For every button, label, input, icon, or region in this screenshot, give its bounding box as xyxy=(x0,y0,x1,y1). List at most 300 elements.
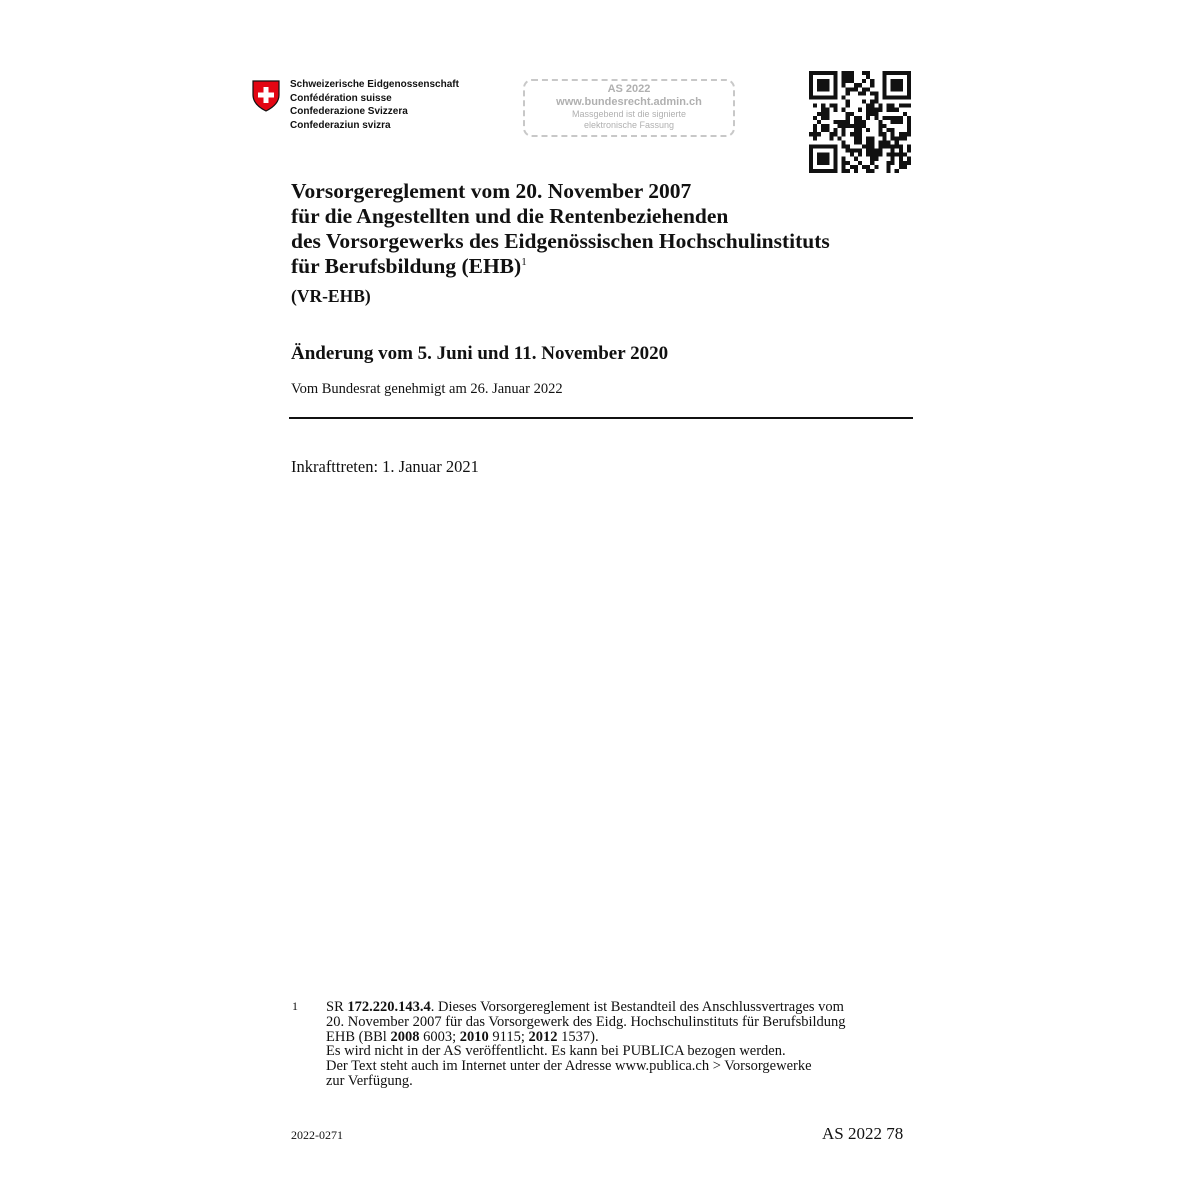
qr-module xyxy=(825,169,829,173)
qr-module xyxy=(829,169,833,173)
qr-module xyxy=(907,104,911,108)
qr-module xyxy=(821,128,825,132)
qr-module xyxy=(891,120,895,124)
qr-module xyxy=(809,87,813,91)
qr-module xyxy=(891,144,895,148)
qr-module xyxy=(866,87,870,91)
document-id: 2022-0271 xyxy=(291,1128,343,1142)
qr-module xyxy=(895,108,899,112)
qr-module xyxy=(821,157,825,161)
qr-module xyxy=(862,165,866,169)
qr-module xyxy=(874,153,878,157)
qr-module xyxy=(891,161,895,165)
qr-module xyxy=(825,95,829,99)
qr-module xyxy=(846,120,850,124)
qr-module xyxy=(825,116,829,120)
qr-module xyxy=(838,120,842,124)
qr-module xyxy=(899,71,903,75)
qr-module xyxy=(862,144,866,148)
qr-module xyxy=(866,136,870,140)
bbl-prefix: EHB (BBl xyxy=(326,1028,391,1045)
qr-module xyxy=(907,87,911,91)
qr-module xyxy=(882,83,886,87)
qr-module xyxy=(878,140,882,144)
qr-module xyxy=(903,112,907,116)
qr-module xyxy=(882,124,886,128)
qr-module xyxy=(899,79,903,83)
qr-module xyxy=(887,128,891,132)
qr-module xyxy=(850,124,854,128)
qr-module xyxy=(846,87,850,91)
qr-module xyxy=(813,128,817,132)
footnote-line-1-text: . Dieses Vorsorgereglement ist Bestandteil des Anschlussvertrages vom xyxy=(430,999,844,1015)
swiss-cross-icon xyxy=(252,80,280,112)
qr-module xyxy=(825,144,829,148)
qr-module xyxy=(821,79,825,83)
qr-module xyxy=(887,153,891,157)
qr-module xyxy=(907,79,911,83)
qr-module xyxy=(891,132,895,136)
qr-module xyxy=(846,100,850,104)
qr-module xyxy=(882,75,886,79)
qr-module xyxy=(850,165,854,169)
qr-module xyxy=(829,132,833,136)
qr-module xyxy=(874,157,878,161)
signature-stamp xyxy=(523,79,735,137)
qr-module xyxy=(817,71,821,75)
qr-module xyxy=(821,108,825,112)
qr-module xyxy=(907,116,911,120)
qr-module xyxy=(842,95,846,99)
footnote-reference[interactable]: 1 xyxy=(521,255,527,268)
confederation-name-fr: Confédération suisse xyxy=(290,92,392,104)
qr-module xyxy=(874,95,878,99)
qr-module xyxy=(809,149,813,153)
qr-module xyxy=(903,104,907,108)
qr-module xyxy=(862,120,866,124)
qr-module xyxy=(899,83,903,87)
qr-module xyxy=(809,165,813,169)
qr-module xyxy=(821,112,825,116)
qr-module xyxy=(813,71,817,75)
qr-module xyxy=(874,91,878,95)
qr-module xyxy=(866,116,870,120)
qr-module xyxy=(882,87,886,91)
qr-module xyxy=(870,100,874,104)
qr-module xyxy=(899,153,903,157)
qr-module xyxy=(891,128,895,132)
qr-module xyxy=(870,157,874,161)
qr-module xyxy=(895,83,899,87)
qr-module xyxy=(809,75,813,79)
qr-module xyxy=(887,95,891,99)
qr-module xyxy=(842,120,846,124)
page-reference: AS 2022 78 xyxy=(822,1124,904,1143)
qr-module xyxy=(907,95,911,99)
qr-module xyxy=(866,165,870,169)
qr-module xyxy=(887,108,891,112)
qr-module xyxy=(833,157,837,161)
qr-module xyxy=(866,169,870,173)
qr-module xyxy=(842,132,846,136)
footnote-text xyxy=(326,1000,926,1089)
qr-module xyxy=(825,124,829,128)
qr-module xyxy=(866,149,870,153)
qr-module xyxy=(854,116,858,120)
qr-module xyxy=(891,83,895,87)
qr-module xyxy=(870,149,874,153)
qr-module xyxy=(821,87,825,91)
qr-module xyxy=(862,124,866,128)
qr-module xyxy=(895,144,899,148)
qr-module xyxy=(809,79,813,83)
qr-module xyxy=(809,132,813,136)
qr-module xyxy=(854,132,858,136)
qr-module xyxy=(858,108,862,112)
qr-module xyxy=(903,95,907,99)
qr-module xyxy=(842,71,846,75)
qr-module xyxy=(846,79,850,83)
qr-module xyxy=(866,71,870,75)
qr-module xyxy=(813,144,817,148)
qr-module xyxy=(895,87,899,91)
qr-module xyxy=(846,144,850,148)
qr-module xyxy=(846,104,850,108)
qr-module xyxy=(887,165,891,169)
qr-module xyxy=(833,132,837,136)
bbl-year-3: 2012 xyxy=(528,1028,558,1045)
qr-module xyxy=(891,71,895,75)
qr-module xyxy=(833,95,837,99)
qr-module xyxy=(866,108,870,112)
qr-module xyxy=(813,132,817,136)
qr-module xyxy=(825,161,829,165)
qr-module xyxy=(833,108,837,112)
qr-module xyxy=(817,87,821,91)
qr-module xyxy=(858,153,862,157)
qr-module xyxy=(821,95,825,99)
qr-module xyxy=(870,144,874,148)
qr-module xyxy=(854,149,858,153)
qr-module xyxy=(903,153,907,157)
qr-code-icon xyxy=(809,71,911,173)
qr-module xyxy=(895,79,899,83)
qr-module xyxy=(899,104,903,108)
qr-module xyxy=(895,153,899,157)
title-line-4-text: für Berufsbildung (EHB) xyxy=(291,254,522,278)
qr-module xyxy=(878,124,882,128)
qr-module xyxy=(903,71,907,75)
qr-module xyxy=(907,132,911,136)
qr-module xyxy=(887,116,891,120)
qr-module xyxy=(825,128,829,132)
qr-module xyxy=(899,95,903,99)
footnote-line-4: Es wird nicht in der AS veröffentlicht. Es kann bei PUBLICA bezogen werden. xyxy=(326,1043,786,1060)
qr-module xyxy=(821,124,825,128)
qr-module xyxy=(850,153,854,157)
qr-module xyxy=(817,83,821,87)
qr-module xyxy=(882,144,886,148)
qr-module xyxy=(891,108,895,112)
qr-module xyxy=(842,128,846,132)
qr-module xyxy=(862,87,866,91)
qr-module xyxy=(817,144,821,148)
confederation-names xyxy=(290,78,459,132)
qr-module xyxy=(891,79,895,83)
qr-module xyxy=(895,140,899,144)
qr-module xyxy=(891,116,895,120)
qr-module xyxy=(858,149,862,153)
qr-module xyxy=(854,157,858,161)
qr-module xyxy=(866,75,870,79)
qr-module xyxy=(858,136,862,140)
qr-module xyxy=(866,112,870,116)
qr-module xyxy=(870,104,874,108)
qr-module xyxy=(887,71,891,75)
document-title xyxy=(291,179,931,279)
qr-module xyxy=(899,149,903,153)
qr-module xyxy=(907,149,911,153)
confederation-name-it: Confederazione Svizzera xyxy=(290,106,408,117)
qr-module xyxy=(882,116,886,120)
title-line-1: Vorsorgereglement vom 20. November 2007 xyxy=(291,179,692,203)
qr-module xyxy=(854,120,858,124)
qr-module xyxy=(809,169,813,173)
qr-module xyxy=(907,124,911,128)
qr-module xyxy=(817,95,821,99)
qr-module xyxy=(870,140,874,144)
qr-module xyxy=(907,120,911,124)
qr-module xyxy=(817,153,821,157)
qr-module xyxy=(878,120,882,124)
qr-module xyxy=(874,116,878,120)
qr-module xyxy=(874,100,878,104)
qr-module xyxy=(850,79,854,83)
qr-module xyxy=(833,149,837,153)
qr-module xyxy=(825,112,829,116)
qr-module xyxy=(899,136,903,140)
qr-module xyxy=(895,95,899,99)
qr-module xyxy=(903,161,907,165)
footnote-line-1 xyxy=(326,1000,926,1015)
qr-module xyxy=(825,108,829,112)
qr-module xyxy=(854,128,858,132)
qr-module xyxy=(878,153,882,157)
qr-module xyxy=(821,144,825,148)
qr-module xyxy=(850,71,854,75)
qr-module xyxy=(899,132,903,136)
qr-module xyxy=(858,161,862,165)
qr-module xyxy=(813,169,817,173)
qr-module xyxy=(821,83,825,87)
qr-module xyxy=(891,136,895,140)
qr-module xyxy=(825,71,829,75)
qr-module xyxy=(907,144,911,148)
qr-module xyxy=(809,83,813,87)
qr-module xyxy=(821,104,825,108)
qr-module xyxy=(813,124,817,128)
qr-module xyxy=(825,79,829,83)
qr-module xyxy=(833,75,837,79)
qr-module xyxy=(891,153,895,157)
qr-module xyxy=(813,136,817,140)
qr-module xyxy=(858,91,862,95)
qr-module xyxy=(887,169,891,173)
qr-module xyxy=(882,136,886,140)
qr-module xyxy=(899,120,903,124)
qr-module xyxy=(870,83,874,87)
qr-module xyxy=(858,140,862,144)
qr-module xyxy=(813,116,817,120)
qr-module xyxy=(862,71,866,75)
qr-module xyxy=(821,153,825,157)
qr-module xyxy=(878,128,882,132)
qr-module xyxy=(833,120,837,124)
qr-module xyxy=(870,108,874,112)
qr-module xyxy=(821,116,825,120)
bbl-page-1: 6003; xyxy=(419,1028,460,1045)
bbl-page-2: 9115; xyxy=(488,1028,529,1045)
qr-module xyxy=(882,71,886,75)
qr-module xyxy=(842,144,846,148)
qr-module xyxy=(882,132,886,136)
qr-module xyxy=(903,136,907,140)
qr-module xyxy=(833,165,837,169)
stamp-note-2: elektronische Fassung xyxy=(583,120,675,130)
qr-module xyxy=(899,157,903,161)
qr-module xyxy=(895,116,899,120)
qr-module xyxy=(870,169,874,173)
qr-module xyxy=(846,161,850,165)
title-line-2: für die Angestellten und die Rentenbeziehenden xyxy=(291,204,729,228)
qr-module xyxy=(899,87,903,91)
qr-module xyxy=(858,128,862,132)
qr-module xyxy=(833,144,837,148)
title-abbreviation: (VR-EHB) xyxy=(291,286,371,306)
qr-module xyxy=(870,153,874,157)
qr-module xyxy=(813,104,817,108)
qr-module xyxy=(862,100,866,104)
qr-module xyxy=(829,104,833,108)
qr-module xyxy=(846,149,850,153)
qr-module xyxy=(825,157,829,161)
qr-module xyxy=(858,116,862,120)
bbl-year-1: 2008 xyxy=(390,1028,420,1045)
qr-module xyxy=(846,91,850,95)
footnote-line-6: zur Verfügung. xyxy=(326,1072,413,1089)
qr-module xyxy=(850,149,854,153)
qr-module xyxy=(829,144,833,148)
qr-module xyxy=(842,124,846,128)
qr-module xyxy=(862,91,866,95)
qr-module xyxy=(854,87,858,91)
qr-module xyxy=(825,153,829,157)
stamp-collection: AS 2022 xyxy=(607,83,651,95)
qr-module xyxy=(882,140,886,144)
qr-module xyxy=(833,104,837,108)
qr-module xyxy=(891,87,895,91)
qr-module xyxy=(878,144,882,148)
footnote-line-2: 20. November 2007 für das Vorsorgewerk des Eidg. Hochschulinstituts für Berufsbildung xyxy=(326,1013,846,1030)
qr-module xyxy=(846,75,850,79)
qr-module xyxy=(895,71,899,75)
qr-module xyxy=(882,95,886,99)
qr-module xyxy=(907,157,911,161)
qr-module xyxy=(854,140,858,144)
bbl-page-3: 1537). xyxy=(557,1028,599,1045)
stamp-note-1: Massgebend ist die signierte xyxy=(571,109,687,119)
qr-module xyxy=(899,116,903,120)
qr-module xyxy=(866,144,870,148)
qr-module xyxy=(846,169,850,173)
qr-module xyxy=(842,83,846,87)
qr-module xyxy=(846,112,850,116)
qr-module xyxy=(854,83,858,87)
qr-module xyxy=(878,108,882,112)
qr-module xyxy=(854,169,858,173)
qr-module xyxy=(833,91,837,95)
qr-module xyxy=(813,95,817,99)
qr-module xyxy=(866,153,870,157)
qr-module xyxy=(891,95,895,99)
qr-module xyxy=(842,108,846,112)
qr-module xyxy=(854,124,858,128)
qr-module xyxy=(842,169,846,173)
footnote-line-5: Der Text steht auch im Internet unter der Adresse www.publica.ch > Vorsorgewerke xyxy=(326,1058,812,1075)
qr-module xyxy=(842,157,846,161)
qr-module xyxy=(895,136,899,140)
qr-module xyxy=(907,128,911,132)
qr-module xyxy=(833,128,837,132)
qr-module xyxy=(866,140,870,144)
qr-module xyxy=(878,149,882,153)
qr-module xyxy=(907,71,911,75)
qr-module xyxy=(895,169,899,173)
qr-module xyxy=(907,75,911,79)
qr-module xyxy=(870,79,874,83)
qr-module xyxy=(891,157,895,161)
qr-module xyxy=(833,153,837,157)
qr-module xyxy=(899,161,903,165)
qr-module xyxy=(882,79,886,83)
qr-module xyxy=(846,116,850,120)
qr-module xyxy=(891,104,895,108)
qr-module xyxy=(833,83,837,87)
qr-module xyxy=(903,165,907,169)
title-line-4 xyxy=(291,254,931,279)
qr-module xyxy=(842,140,846,144)
confederation-name-de: Schweizerische Eidgenossenschaft xyxy=(290,79,459,90)
qr-module xyxy=(817,161,821,165)
qr-module xyxy=(838,124,842,128)
qr-module xyxy=(817,169,821,173)
qr-module xyxy=(809,157,813,161)
qr-module xyxy=(825,83,829,87)
qr-module xyxy=(850,132,854,136)
qr-module xyxy=(903,132,907,136)
qr-module xyxy=(870,136,874,140)
qr-module xyxy=(817,112,821,116)
qr-module xyxy=(878,132,882,136)
qr-module xyxy=(874,108,878,112)
approval-note: Vom Bundesrat genehmigt am 26. Januar 2022 xyxy=(291,381,563,397)
qr-module xyxy=(842,161,846,165)
qr-module xyxy=(870,161,874,165)
confederation-logo xyxy=(252,78,492,138)
qr-module xyxy=(858,132,862,136)
qr-module xyxy=(858,83,862,87)
qr-module xyxy=(907,91,911,95)
